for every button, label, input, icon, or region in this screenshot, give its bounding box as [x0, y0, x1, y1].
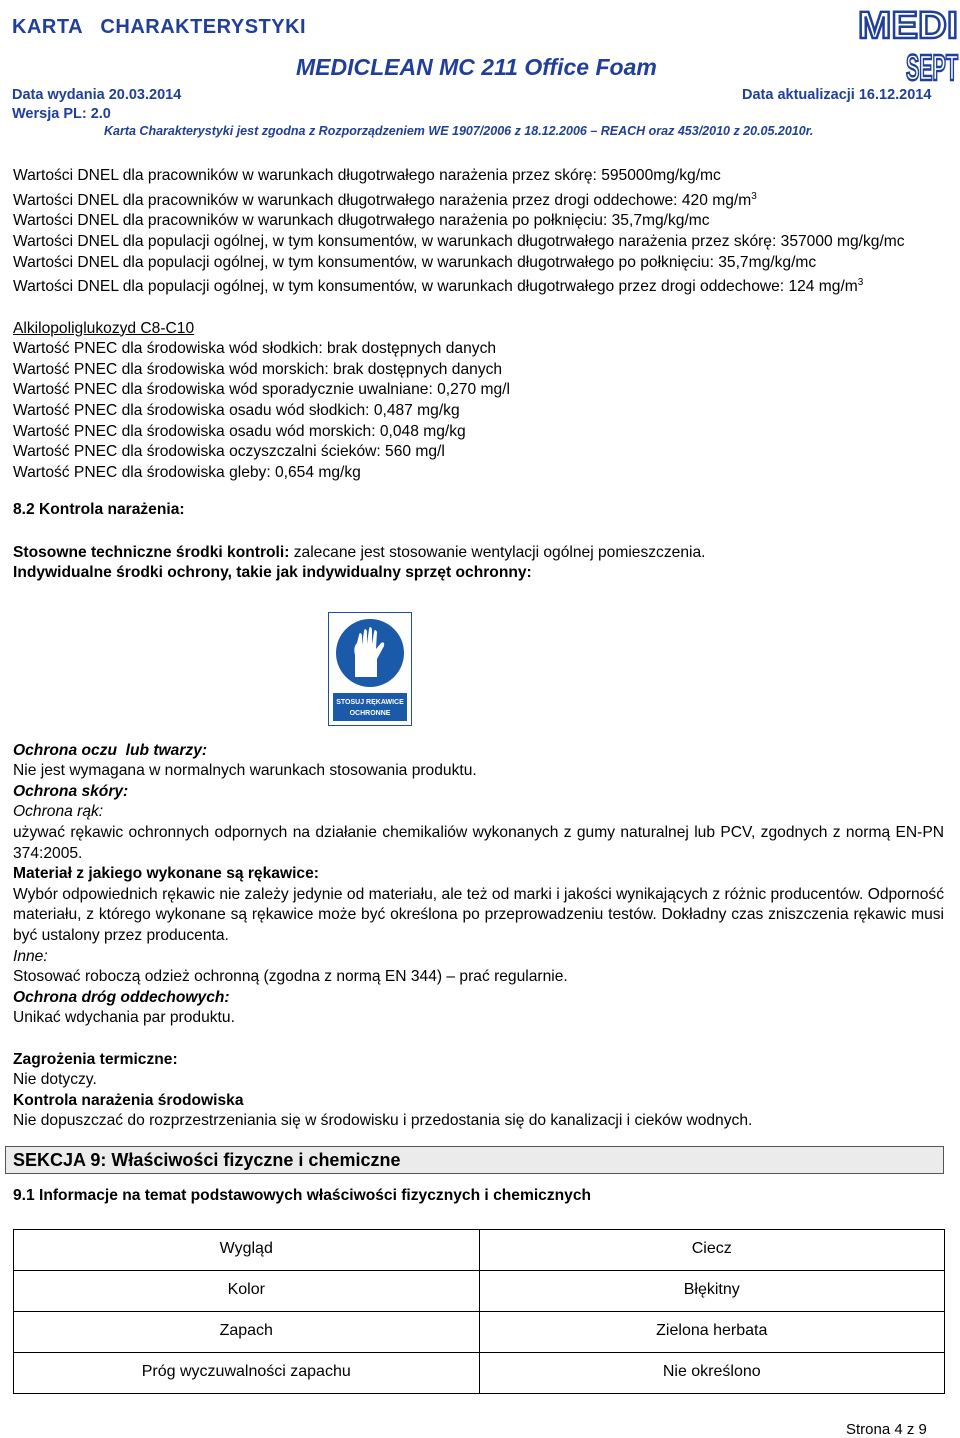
svg-text:MEDI: MEDI	[858, 5, 958, 47]
skin-protection-heading: Ochrona skóry:	[13, 782, 129, 800]
page-header	[0, 0, 960, 138]
document-body	[13, 166, 944, 1394]
issue-date: Data wydania 20.03.2014	[12, 87, 182, 103]
property-name: Kolor	[14, 1270, 480, 1311]
regulation-note: Karta Charakterystyki jest zgodna z Rozporządzeniem WE 1907/2006 z 18.12.2006 – REACH oraz 453/2010 z 20.05.2010r.	[104, 124, 814, 138]
environmental-controls-text: Nie dopuszczać do rozprzestrzeniania się w środowisku i przedostania się do kanalizacji i cieków wodnych.	[13, 1112, 753, 1130]
dnel-line: Wartości DNEL dla pracowników w warunkach długotrwałego narażenia przez skórę: 595000mg/kg/mc	[13, 167, 721, 184]
property-value: Ciecz	[479, 1229, 945, 1270]
section-9-1-heading: 9.1 Informacje na temat podstawowych właściwości fizycznych i chemicznych	[13, 1186, 592, 1204]
glove-material-heading: Materiał z jakiego wykonane są rękawice:	[13, 865, 319, 883]
hand-protection-text: używać rękawic ochronnych odpornych na działanie chemikaliów wykonanych z gumy naturalnej lub PCV, zgodnych z normą EN-PN 374:2005.	[13, 824, 944, 862]
substance-name: Alkilopoliglukozyd C8-C10	[13, 319, 195, 337]
glove-material-text: Wybór odpowiednich rękawic nie zależy jedynie od materiału, ale też od marki i jakości wynikających z różnic producentów. Odporność materiału, z którego wykonane są rękawice może być określona po przeprowadzeniu testów. Dokładny czas zniszczenia rękawic musi być ustalony przez producenta.	[13, 885, 944, 944]
svg-text:STOSUJ RĘKAWICE: STOSUJ RĘKAWICE	[336, 699, 404, 707]
medisept-logo	[856, 0, 960, 84]
dnel-line: Wartości DNEL dla populacji ogólnej, w tym konsumentów, w warunkach długotrwałego przez drogi oddechowe: 124 $mg/m^3$	[13, 277, 864, 296]
dnel-line: Wartości DNEL dla pracowników w warunkach długotrwałego narażenia po połknięciu: 35,7mg/kg/mc	[13, 212, 710, 230]
eye-protection-text: Nie jest wymagana w normalnych warunkach stosowania produktu.	[13, 762, 477, 780]
pnec-line: Wartość PNEC dla środowiska wód sporadycznie uwalniane: 0,270 mg/l	[13, 381, 510, 399]
pnec-line: Wartość PNEC dla środowiska osadu wód morskich: 0,048 mg/kg	[13, 422, 466, 440]
hand-protection-heading: Ochrona rąk:	[13, 803, 104, 821]
document-title: KARTA CHARAKTERYSTYKI	[12, 16, 307, 38]
property-name: Wygląd	[14, 1229, 480, 1270]
ppe-heading: Indywidualne środki ochrony, takie jak indywidualny sprzęt ochronny:	[13, 564, 532, 582]
property-value: Nie określono	[479, 1352, 945, 1393]
eye-protection-heading: Ochrona oczu lub twarzy:	[13, 741, 208, 759]
version: Wersja PL: 2.0	[12, 106, 111, 122]
pnec-line: Wartość PNEC dla środowiska osadu wód słodkich: 0,487 mg/kg	[13, 401, 460, 419]
section-8-2-heading: 8.2 Kontrola narażenia:	[13, 501, 185, 519]
table-row	[14, 1270, 945, 1311]
table-row	[14, 1229, 945, 1270]
svg-text:SEPT: SEPT	[906, 47, 959, 84]
update-date: Data aktualizacji 16.12.2014	[742, 87, 932, 103]
table-row	[14, 1311, 945, 1352]
property-value: Błękitny	[479, 1270, 945, 1311]
product-name: MEDICLEAN MC 211 Office Foam	[296, 54, 657, 80]
property-name: Zapach	[14, 1311, 480, 1352]
pnec-line: Wartość PNEC dla środowiska wód morskich: brak dostępnych danych	[13, 360, 503, 378]
property-name: Próg wyczuwalności zapachu	[14, 1352, 480, 1393]
table-row	[14, 1352, 945, 1393]
pnec-line: Wartość PNEC dla środowiska gleby: 0,654 mg/kg	[13, 463, 361, 481]
other-protection-heading: Inne:	[13, 947, 48, 965]
property-value: Zielona herbata	[479, 1311, 945, 1352]
dnel-line: Wartości DNEL dla populacji ogólnej, w tym konsumentów, w warunkach długotrwałego po połknięciu: 35,7mg/kg/mc	[13, 253, 817, 271]
pnec-line: Wartość PNEC dla środowiska wód słodkich: brak dostępnych danych	[13, 340, 497, 358]
gloves-pictogram-icon	[328, 612, 412, 726]
pnec-line: Wartość PNEC dla środowiska oczyszczalni ścieków: 560 mg/l	[13, 443, 445, 461]
environmental-controls-heading: Kontrola narażenia środowiska	[13, 1091, 244, 1109]
section-9-heading: SEKCJA 9: Właściwości fizyczne i chemiczne	[5, 1146, 944, 1174]
thermal-hazards-heading: Zagrożenia termiczne:	[13, 1050, 178, 1068]
page-number: Strona 4 z 9	[846, 1421, 927, 1438]
respiratory-protection-heading: Ochrona dróg oddechowych:	[13, 988, 230, 1006]
technical-controls: Stosowne techniczne środki kontroli: zalecane jest stosowanie wentylacji ogólnej pomieszczenia.	[13, 543, 706, 561]
dnel-line: Wartości DNEL dla pracowników w warunkach długotrwałego narażenia przez drogi oddechowe: 420 $mg/m^3$	[13, 190, 757, 209]
thermal-hazards-text: Nie dotyczy.	[13, 1071, 97, 1089]
respiratory-protection-text: Unikać wdychania par produktu.	[13, 1009, 235, 1027]
dnel-line: Wartości DNEL dla populacji ogólnej, w tym konsumentów, w warunkach długotrwałego narażenia przez skórę: 357000 mg/kg/mc	[13, 232, 905, 250]
properties-table	[13, 1229, 945, 1394]
other-protection-text: Stosować roboczą odzież ochronną (zgodna z normą EN 344) – prać regularnie.	[13, 968, 568, 986]
svg-text:OCHRONNE: OCHRONNE	[349, 710, 391, 718]
